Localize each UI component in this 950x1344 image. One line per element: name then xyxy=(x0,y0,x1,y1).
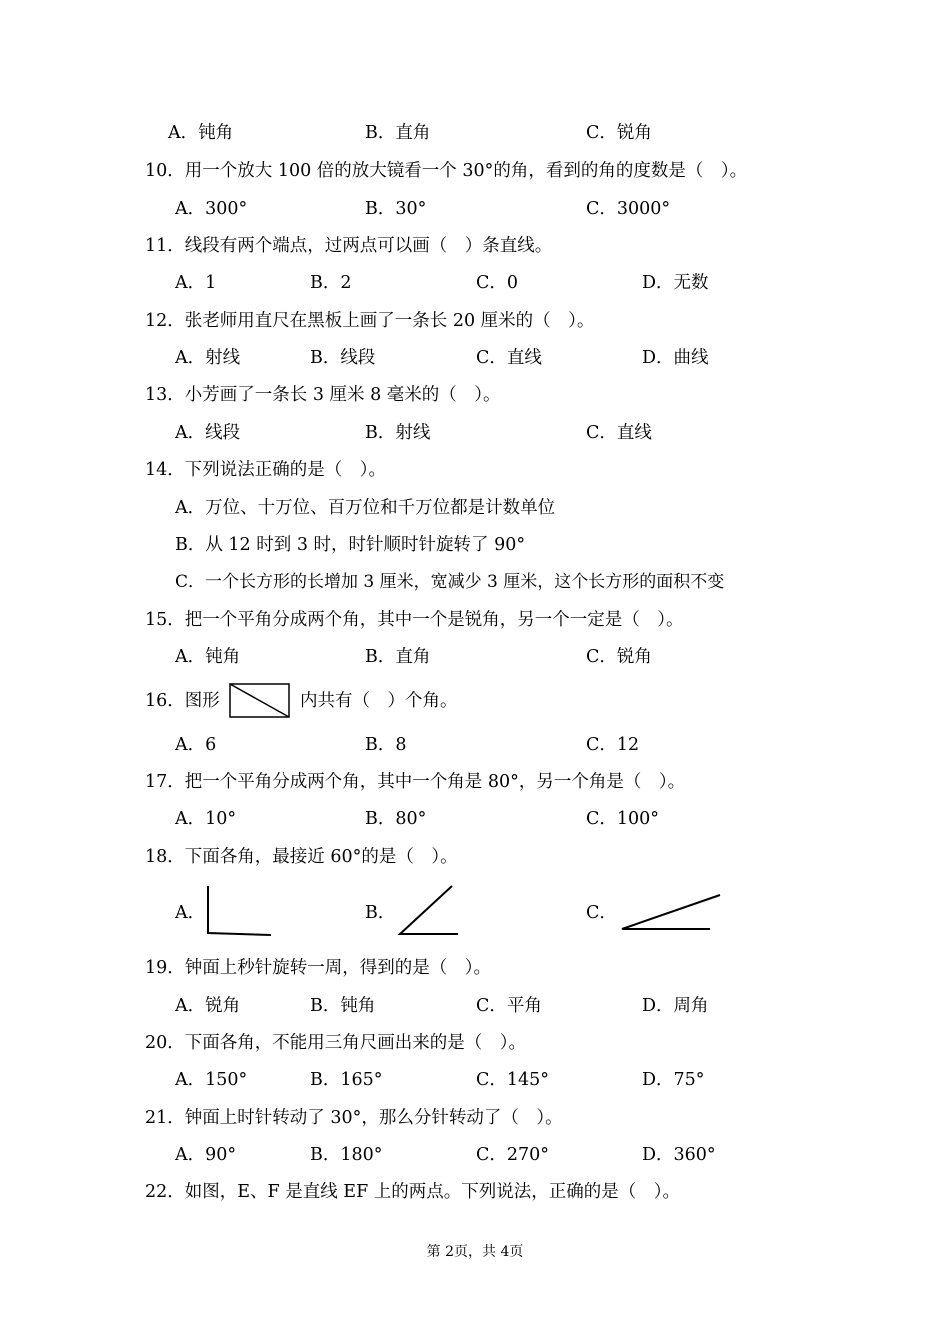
q13-option-c[interactable]: C．直线 xyxy=(586,423,652,443)
q16-option-b[interactable]: B．8 xyxy=(365,735,407,755)
q21-option-c[interactable]: C．270° xyxy=(476,1145,550,1165)
q18-option-a[interactable]: A． xyxy=(175,903,206,923)
q9-option-a[interactable]: A．钝角 xyxy=(168,123,234,143)
q17-option-c[interactable]: C．100° xyxy=(586,809,660,829)
q13-option-b[interactable]: B．射线 xyxy=(365,423,431,443)
q9-option-b[interactable]: B．直角 xyxy=(365,123,431,143)
page-footer: 第 2页，共 4页 xyxy=(426,1244,524,1260)
q11-option-c[interactable]: C．0 xyxy=(476,273,519,293)
q16-rect-diagonal xyxy=(230,684,289,717)
q17-stem: 17．把一个平角分成两个角，其中一个角是 80°，另一个角是（ ）。 xyxy=(145,772,686,792)
q19-option-a[interactable]: A．锐角 xyxy=(175,996,241,1016)
q18-angle-a-lines xyxy=(208,886,271,935)
q18-angle-b-lines xyxy=(400,886,458,934)
q16-rectangle-figure xyxy=(229,683,291,719)
q19-option-c[interactable]: C．平角 xyxy=(476,996,542,1016)
q10-option-b[interactable]: B．30° xyxy=(365,199,427,219)
q12-option-d[interactable]: D．曲线 xyxy=(642,348,709,368)
q14-option-c[interactable]: C．一个长方形的长增加 3 厘米，宽减少 3 厘米，这个长方形的面积不变 xyxy=(175,572,725,592)
q20-option-c[interactable]: C．145° xyxy=(476,1070,550,1090)
q20-option-d[interactable]: D．75° xyxy=(642,1070,705,1090)
q13-option-a[interactable]: A．线段 xyxy=(175,423,241,443)
q18-option-b[interactable]: B． xyxy=(365,903,396,923)
q20-option-b[interactable]: B．165° xyxy=(310,1070,383,1090)
q11-option-b[interactable]: B．2 xyxy=(310,273,352,293)
q16-stem-after: 内共有（ ）个角。 xyxy=(300,691,458,711)
q18-angle-a-right-angle[interactable] xyxy=(205,884,275,938)
q10-option-a[interactable]: A．300° xyxy=(175,199,248,219)
q11-stem: 11．线段有两个端点，过两点可以画（ ）条直线。 xyxy=(145,236,553,256)
q21-option-b[interactable]: B．180° xyxy=(310,1145,383,1165)
q15-option-a[interactable]: A．钝角 xyxy=(175,647,241,667)
q16-option-c[interactable]: C．12 xyxy=(586,735,640,755)
q15-option-c[interactable]: C．锐角 xyxy=(586,647,652,667)
q17-option-a[interactable]: A．10° xyxy=(175,809,237,829)
q13-stem: 13．小芳画了一条长 3 厘米 8 毫米的（ ）。 xyxy=(145,385,501,405)
q16-option-a[interactable]: A．6 xyxy=(175,735,217,755)
q14-option-b[interactable]: B．从 12 时到 3 时，时针顺时针旋转了 90° xyxy=(175,535,526,555)
q10-option-c[interactable]: C．3000° xyxy=(586,199,671,219)
q18-stem: 18．下面各角，最接近 60°的是（ ）。 xyxy=(145,847,458,867)
q10-stem: 10．用一个放大 100 倍的放大镜看一个 30°的角，看到的角的度数是（ ）。 xyxy=(145,161,748,181)
q12-option-a[interactable]: A．射线 xyxy=(175,348,241,368)
q18-angle-c-lines xyxy=(622,895,720,929)
q18-angle-c-small-angle[interactable] xyxy=(618,892,724,934)
q20-option-a[interactable]: A．150° xyxy=(175,1070,248,1090)
q15-stem: 15．把一个平角分成两个角，其中一个是锐角，另一个一定是（ ）。 xyxy=(145,610,684,630)
q9-option-c[interactable]: C．锐角 xyxy=(586,123,652,143)
q21-option-a[interactable]: A．90° xyxy=(175,1145,237,1165)
q16-stem-before: 16．图形 xyxy=(145,691,220,711)
q21-option-d[interactable]: D．360° xyxy=(642,1145,716,1165)
q19-stem: 19．钟面上秒针旋转一周，得到的是（ ）。 xyxy=(145,958,492,978)
q19-option-d[interactable]: D．周角 xyxy=(642,996,709,1016)
q12-option-c[interactable]: C．直线 xyxy=(476,348,542,368)
q22-stem: 22．如图，E、F 是直线 EF 上的两点。下列说法，正确的是（ ）。 xyxy=(145,1182,681,1202)
q14-stem: 14．下列说法正确的是（ ）。 xyxy=(145,460,387,480)
q12-stem: 12．张老师用直尺在黑板上画了一条长 20 厘米的（ ）。 xyxy=(145,311,595,331)
q12-option-b[interactable]: B．线段 xyxy=(310,348,376,368)
q17-option-b[interactable]: B．80° xyxy=(365,809,427,829)
q15-option-b[interactable]: B．直角 xyxy=(365,647,431,667)
q14-option-a[interactable]: A．万位、十万位、百万位和千万位都是计数单位 xyxy=(175,498,556,518)
q11-option-d[interactable]: D．无数 xyxy=(642,273,709,293)
q11-option-a[interactable]: A．1 xyxy=(175,273,217,293)
q19-option-b[interactable]: B．钝角 xyxy=(310,996,376,1016)
q21-stem: 21．钟面上时针转动了 30°，那么分针转动了（ ）。 xyxy=(145,1108,563,1128)
q18-option-c[interactable]: C． xyxy=(586,903,617,923)
q18-angle-b-acute-angle[interactable] xyxy=(396,884,462,938)
q20-stem: 20．下面各角，不能用三角尺画出来的是（ ）。 xyxy=(145,1033,527,1053)
